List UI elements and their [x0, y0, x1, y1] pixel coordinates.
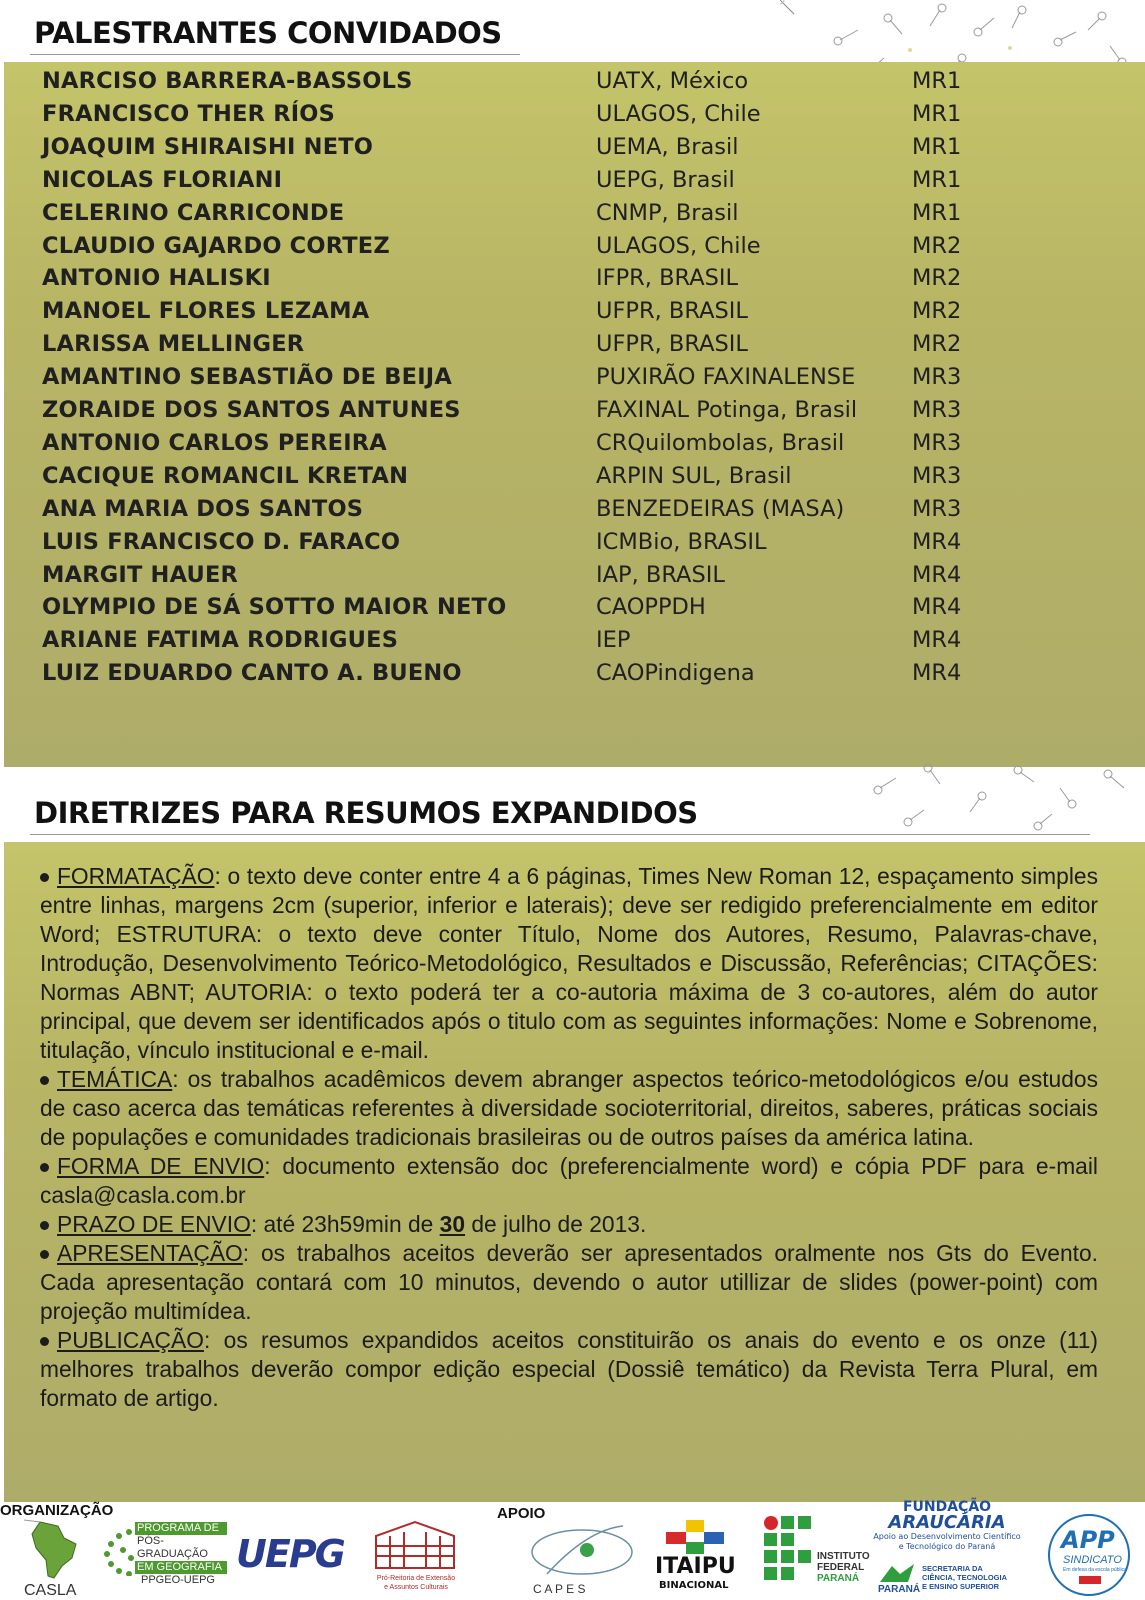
speaker-row	[4, 364, 1145, 394]
ifpr-logo: INSTITUTO FEDERAL PARANÁ	[763, 1515, 873, 1595]
speaker-institution: FAXINAL Potinga, Brasil	[596, 397, 858, 423]
speaker-institution: IAP, BRASIL	[596, 561, 725, 588]
uepg-logo: UEPG	[236, 1532, 344, 1576]
speaker-name: ANTONIO HALISKI	[42, 265, 271, 292]
speakers-panel	[4, 62, 1145, 767]
casla-text: CASLA	[24, 1582, 77, 1599]
speaker-roundtable: MR4	[912, 594, 962, 621]
speaker-name: ARIANE FATIMA RODRIGUES	[42, 627, 399, 654]
speaker-row	[4, 430, 1145, 460]
speaker-name: LUIS FRANCISCO D. FARACO	[42, 528, 401, 555]
speaker-name: OLYMPIO DE SÁ SOTTO MAIOR NETO	[42, 594, 507, 621]
speakers-title: PALESTRANTES CONVIDADOS	[34, 16, 502, 50]
fundacao-araucaria-logo: FUNDAÇÃO ARAUCÁRIA Apoio ao Desenvolvimento Científico e Tecnológico do Paraná PARANÁ SECRETARIA DA CIÊNCIA, TECNOLOGIA E ENSINO SUPERIOR	[872, 1500, 1022, 1600]
speaker-name: MARGIT HAUER	[42, 561, 239, 588]
speaker-row	[4, 529, 1145, 559]
speaker-row	[4, 660, 1145, 690]
speaker-roundtable: MR4	[912, 627, 962, 654]
ifpr-squares-icon	[763, 1515, 813, 1585]
proex-logo: Pró-Reitoria de Extensão e Assuntos Culturais	[370, 1518, 460, 1598]
guideline-tematica: TEMÁTICA: os trabalhos acadêmicos devem abranger aspectos teórico-metodológicos e/ou estudos de caso acerca das temáticas referentes à diversidade socioterritorial, direitos, saberes, práticas sociais de populações e comunidades tradicionais brasileiras ou de outros países da américa latina.	[40, 1066, 1098, 1150]
speaker-roundtable: MR1	[912, 100, 962, 127]
speaker-name: MANOEL FLORES LEZAMA	[42, 298, 370, 325]
speaker-roundtable: MR3	[912, 462, 962, 489]
speaker-roundtable: MR1	[912, 166, 962, 193]
speaker-row	[4, 298, 1145, 328]
guidelines-title: DIRETRIZES PARA RESUMOS EXPANDIDOS	[34, 796, 698, 830]
guidelines-list	[40, 862, 1098, 1413]
speaker-name: LARISSA MELLINGER	[42, 331, 305, 358]
speaker-row	[4, 233, 1145, 263]
app-sindicato-logo: APP SINDICATO Em defesa da escola pública	[1045, 1512, 1135, 1598]
speaker-name: NARCISO BARRERA-BASSOLS	[42, 68, 413, 94]
guideline-apresentacao: APRESENTAÇÃO: os trabalhos aceitos deverão ser apresentados oralmente nos Gts do Evento. Cada apresentação contará com 10 minutos, devendo o autor utillizar de slides (power-point) com projeção multimídea.	[40, 1240, 1098, 1324]
guideline-forma-envio: FORMA DE ENVIO: documento extensão doc (preferencialmente word) e cópia PDF para e-mail casla@casla.com.br	[40, 1153, 1098, 1208]
speaker-institution: UFPR, BRASIL	[596, 331, 748, 358]
speaker-roundtable: MR2	[912, 331, 962, 358]
speaker-row	[4, 331, 1145, 361]
capes-logo: C A P E S	[527, 1520, 637, 1600]
building-icon	[370, 1518, 460, 1572]
speaker-row	[4, 496, 1145, 526]
ppgeo-dots-icon	[103, 1526, 139, 1576]
speaker-roundtable: MR4	[912, 528, 962, 555]
guideline-formatacao: FORMATAÇÃO: o texto deve conter entre 4 a 6 páginas, Times New Roman 12, espaçamento simples entre linhas, margens 2cm (superior, inferior e laterais); deve ser redigido preferencialmente em editor Word; ESTRUTURA: o texto deve conter Título, Nome dos Autores, Resumo, Palavras-chave, Introdução, Desenvolvimento Teórico-Metodológico, Resultados e Discussão, Referências; CITAÇÕES: Normas ABNT; AUTORIA: o texto poderá ter a co-autoria máxima de 3 co-autores, além do autor principal, que devem ser identificados após o titulo com as seguintes informações: Nome e Sobrenome, titulação, vínculo institucional e e-mail.	[40, 863, 1098, 1063]
speaker-name: FRANCISCO THER RÍOS	[42, 100, 336, 127]
speaker-name: NICOLAS FLORIANI	[42, 166, 283, 193]
speaker-row	[4, 265, 1145, 295]
parana-icon	[878, 1562, 916, 1584]
itaipu-blocks-icon	[660, 1520, 730, 1554]
speaker-name: CELERINO CARRICONDE	[42, 199, 345, 226]
speaker-institution: ARPIN SUL, Brasil	[596, 462, 792, 489]
guidelines-panel	[4, 842, 1145, 1502]
speaker-roundtable: MR2	[912, 232, 962, 259]
speaker-roundtable: MR3	[912, 397, 962, 423]
casla-logo	[18, 1518, 88, 1600]
speaker-name: ZORAIDE DOS SANTOS ANTUNES	[42, 397, 461, 423]
latin-america-map-icon	[18, 1518, 88, 1580]
speaker-name: ANTONIO CARLOS PEREIRA	[42, 429, 387, 456]
speaker-institution: UFPR, BRASIL	[596, 298, 748, 325]
speaker-row	[4, 463, 1145, 493]
bullet-icon	[40, 873, 49, 882]
speaker-row	[4, 134, 1145, 164]
speaker-roundtable: MR4	[912, 561, 962, 588]
speaker-row	[4, 562, 1145, 592]
speaker-roundtable: MR3	[912, 429, 962, 456]
speaker-roundtable: MR2	[912, 298, 962, 325]
speaker-name: LUIZ EDUARDO CANTO A. BUENO	[42, 660, 462, 687]
title-underline	[30, 54, 520, 55]
guideline-prazo-envio: PRAZO DE ENVIO: até 23h59min de 30 de julho de 2013.	[40, 1210, 1098, 1239]
apoio-label: APOIO	[497, 1505, 546, 1522]
dandelion-seeds-decoration-2	[840, 758, 1145, 838]
speaker-row	[4, 101, 1145, 131]
bullet-icon	[40, 1076, 49, 1085]
speaker-roundtable: MR2	[912, 265, 962, 292]
bullet-icon	[40, 1337, 49, 1346]
speaker-institution: UEMA, Brasil	[596, 133, 739, 160]
speaker-institution: CAOPindigena	[596, 660, 755, 687]
capes-orbit-icon	[527, 1520, 637, 1580]
seti-logo: PARANÁ SECRETARIA DA CIÊNCIA, TECNOLOGIA E ENSINO SUPERIOR	[878, 1564, 1008, 1595]
speaker-institution: UATX, México	[596, 68, 749, 94]
speaker-institution: PUXIRÃO FAXINALENSE	[596, 364, 856, 391]
speaker-name: ANA MARIA DOS SANTOS	[42, 495, 364, 522]
speaker-roundtable: MR1	[912, 68, 962, 94]
itaipu-logo: ITAIPU BINACIONAL	[655, 1520, 735, 1600]
speaker-name: CACIQUE ROMANCIL KRETAN	[42, 462, 409, 489]
speaker-row	[4, 200, 1145, 230]
speaker-row	[4, 594, 1145, 624]
speaker-row	[4, 167, 1145, 197]
speaker-name: CLAUDIO GAJARDO CORTEZ	[42, 232, 390, 259]
speaker-roundtable: MR3	[912, 364, 962, 391]
speaker-row	[4, 68, 1145, 98]
speaker-row	[4, 627, 1145, 657]
title-underline-2	[30, 834, 1090, 835]
speaker-institution: ULAGOS, Chile	[596, 232, 761, 259]
speaker-roundtable: MR1	[912, 133, 962, 160]
speaker-roundtable: MR3	[912, 495, 962, 522]
speaker-institution: CNMP, Brasil	[596, 199, 739, 226]
speaker-institution: IEP	[596, 627, 631, 654]
ppgeo-logo: PROGRAMA DE PÓS-GRADUAÇÃO EM GEOGRAFIA PPGEO-UEPG	[103, 1522, 228, 1592]
bullet-icon	[40, 1163, 49, 1172]
speaker-name: JOAQUIM SHIRAISHI NETO	[42, 133, 374, 160]
speaker-row	[4, 397, 1145, 427]
speaker-institution: BENZEDEIRAS (MASA)	[596, 495, 845, 522]
bullet-icon	[40, 1221, 49, 1230]
guideline-publicacao: PUBLICAÇÃO: os resumos expandidos aceitos constituirão os anais do evento e os onze (11) melhores trabalhos deverão compor edição especial (Dossiê temático) da Revista Terra Plural, em formato de artigo.	[40, 1327, 1098, 1411]
speaker-institution: UEPG, Brasil	[596, 166, 735, 193]
speaker-institution: IFPR, BRASIL	[596, 265, 739, 292]
speaker-institution: ULAGOS, Chile	[596, 100, 761, 127]
speaker-institution: ICMBio, BRASIL	[596, 528, 767, 555]
speaker-roundtable: MR4	[912, 660, 962, 687]
speaker-institution: CAOPPDH	[596, 594, 706, 621]
speaker-institution: CRQuilombolas, Brasil	[596, 429, 845, 456]
bullet-icon	[40, 1250, 49, 1259]
organizacao-label: ORGANIZAÇÃO	[0, 1502, 114, 1519]
speaker-roundtable: MR1	[912, 199, 962, 226]
speaker-name: AMANTINO SEBASTIÃO DE BEIJA	[42, 364, 452, 391]
